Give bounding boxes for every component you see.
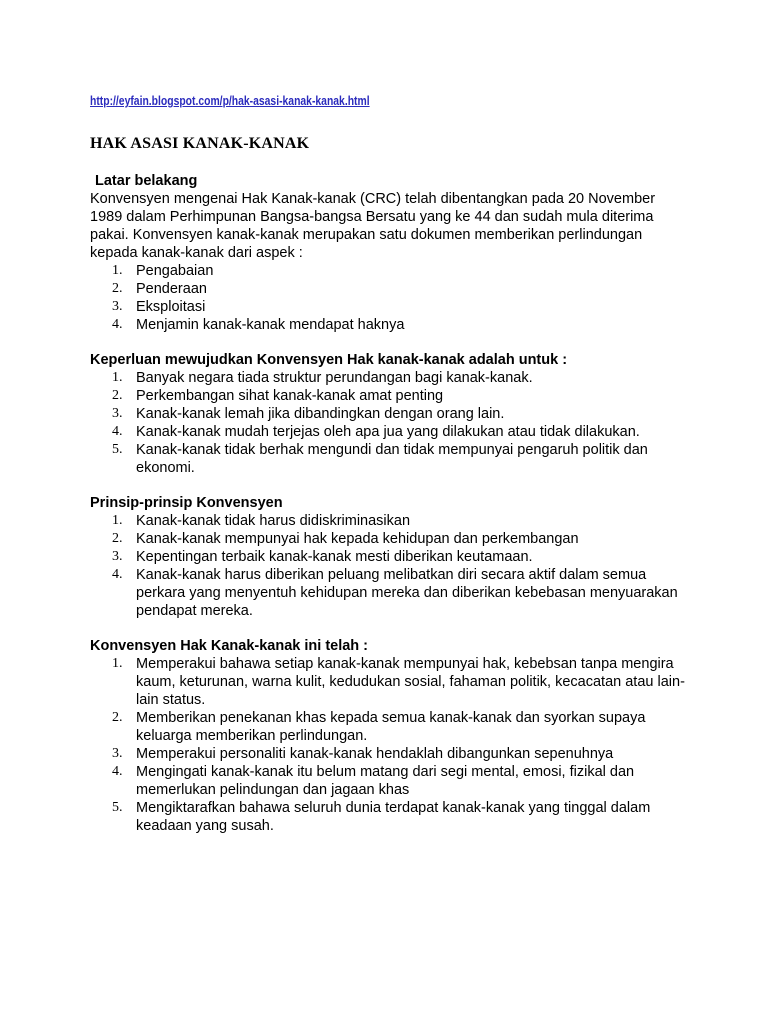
list-item-text: Memberikan penekanan khas kepada semua kanak-kanak dan syorkan supaya keluarga memberikan perlindungan.	[136, 710, 646, 744]
list-item-text: Eksploitasi	[136, 299, 206, 315]
list-number: 4.	[112, 567, 123, 582]
list-item-text: Kanak-kanak mempunyai hak kepada kehidupan dan perkembangan	[136, 531, 579, 547]
list-item-text: Kanak-kanak tidak harus didiskriminasikan	[136, 513, 411, 529]
document-title: HAK ASASI KANAK-KANAK	[90, 135, 310, 152]
document-page	[90, 92, 690, 835]
list-number: 3.	[112, 299, 123, 314]
list-item-text: Perkembangan sihat kanak-kanak amat penting	[136, 388, 444, 404]
section-heading-prinsip: Prinsip-prinsip Konvensyen	[90, 495, 283, 511]
list-item-text: Mengingati kanak-kanak itu belum matang dari segi mental, emosi, fizikal dan memerlukan pelindungan dan jagaan khas	[136, 764, 635, 798]
list-item-text: Kanak-kanak harus diberikan peluang melibatkan diri secara aktif dalam semua perkara yang menyentuh kehidupan mereka dan diberikan kebebasan menyuarakan pendapat mereka.	[136, 567, 678, 619]
list-item	[90, 512, 690, 530]
list-item	[90, 709, 690, 745]
aspect-list	[90, 262, 690, 334]
list-item	[90, 369, 690, 387]
list-number: 1.	[112, 513, 123, 528]
list-item-text: Pengabaian	[136, 263, 214, 279]
list-item-text: Kanak-kanak mudah terjejas oleh apa jua yang dilakukan atau tidak dilakukan.	[136, 424, 640, 440]
list-number: 2.	[112, 710, 123, 725]
list-item	[90, 655, 690, 709]
list-item-text: Mengiktarafkan bahawa seluruh dunia terdapat kanak-kanak yang tinggal dalam keadaan yang susah.	[136, 800, 651, 834]
list-number: 4.	[112, 424, 123, 439]
list-item	[90, 387, 690, 405]
list-number: 3.	[112, 549, 123, 564]
section-heading-konvensyen: Konvensyen Hak Kanak-kanak ini telah :	[90, 638, 369, 654]
list-item	[90, 423, 690, 441]
list-item	[90, 745, 690, 763]
source-link[interactable]: http://eyfain.blogspot.com/p/hak-asasi-kanak-kanak.html	[90, 94, 370, 108]
list-number: 1.	[112, 656, 123, 671]
list-item	[90, 799, 690, 835]
list-item	[90, 441, 690, 477]
list-number: 4.	[112, 317, 123, 332]
list-number: 4.	[112, 764, 123, 779]
section-heading-latar-belakang: Latar belakang	[95, 173, 198, 189]
list-item-text: Kanak-kanak tidak berhak mengundi dan tidak mempunyai pengaruh politik dan ekonomi.	[136, 442, 648, 476]
list-item	[90, 763, 690, 799]
list-number: 1.	[112, 263, 123, 278]
list-item	[90, 548, 690, 566]
list-number: 5.	[112, 800, 123, 815]
intro-paragraph: Konvensyen mengenai Hak Kanak-kanak (CRC) telah dibentangkan pada 20 November 1989 dalam Perhimpunan Bangsa-bangsa Bersatu yang ke 44 dan sudah mula diterima pakai. Konvensyen kanak-kanak merupakan satu dokumen memberikan perlindungan kepada kanak-kanak dari aspek :	[90, 191, 656, 261]
list-number: 1.	[112, 370, 123, 385]
list-number: 3.	[112, 406, 123, 421]
list-item-text: Kanak-kanak lemah jika dibandingkan dengan orang lain.	[136, 406, 505, 422]
section-heading-keperluan: Keperluan mewujudkan Konvensyen Hak kanak-kanak adalah untuk :	[90, 352, 568, 368]
list-item	[90, 316, 690, 334]
list-item-text: Kepentingan terbaik kanak-kanak mesti diberikan keutamaan.	[136, 549, 533, 565]
list-item	[90, 262, 690, 280]
list-item	[90, 566, 690, 620]
convention-list	[90, 655, 690, 835]
list-number: 5.	[112, 442, 123, 457]
needs-list	[90, 369, 690, 477]
list-item-text: Menjamin kanak-kanak mendapat haknya	[136, 317, 405, 333]
list-item	[90, 530, 690, 548]
list-item	[90, 298, 690, 316]
principles-list	[90, 512, 690, 620]
list-item-text: Penderaan	[136, 281, 207, 297]
list-item-text: Memperakui bahawa setiap kanak-kanak mempunyai hak, kebebsan tanpa mengira kaum, keturunan, warna kulit, kedudukan sosial, fahaman politik, kecacatan atau lain-lain status.	[136, 656, 685, 708]
list-item-text: Memperakui personaliti kanak-kanak hendaklah dibangunkan sepenuhnya	[136, 746, 614, 762]
list-number: 2.	[112, 281, 123, 296]
list-number: 2.	[112, 531, 123, 546]
list-item-text: Banyak negara tiada struktur perundangan bagi kanak-kanak.	[136, 370, 533, 386]
list-number: 3.	[112, 746, 123, 761]
list-item	[90, 405, 690, 423]
list-item	[90, 280, 690, 298]
list-number: 2.	[112, 388, 123, 403]
